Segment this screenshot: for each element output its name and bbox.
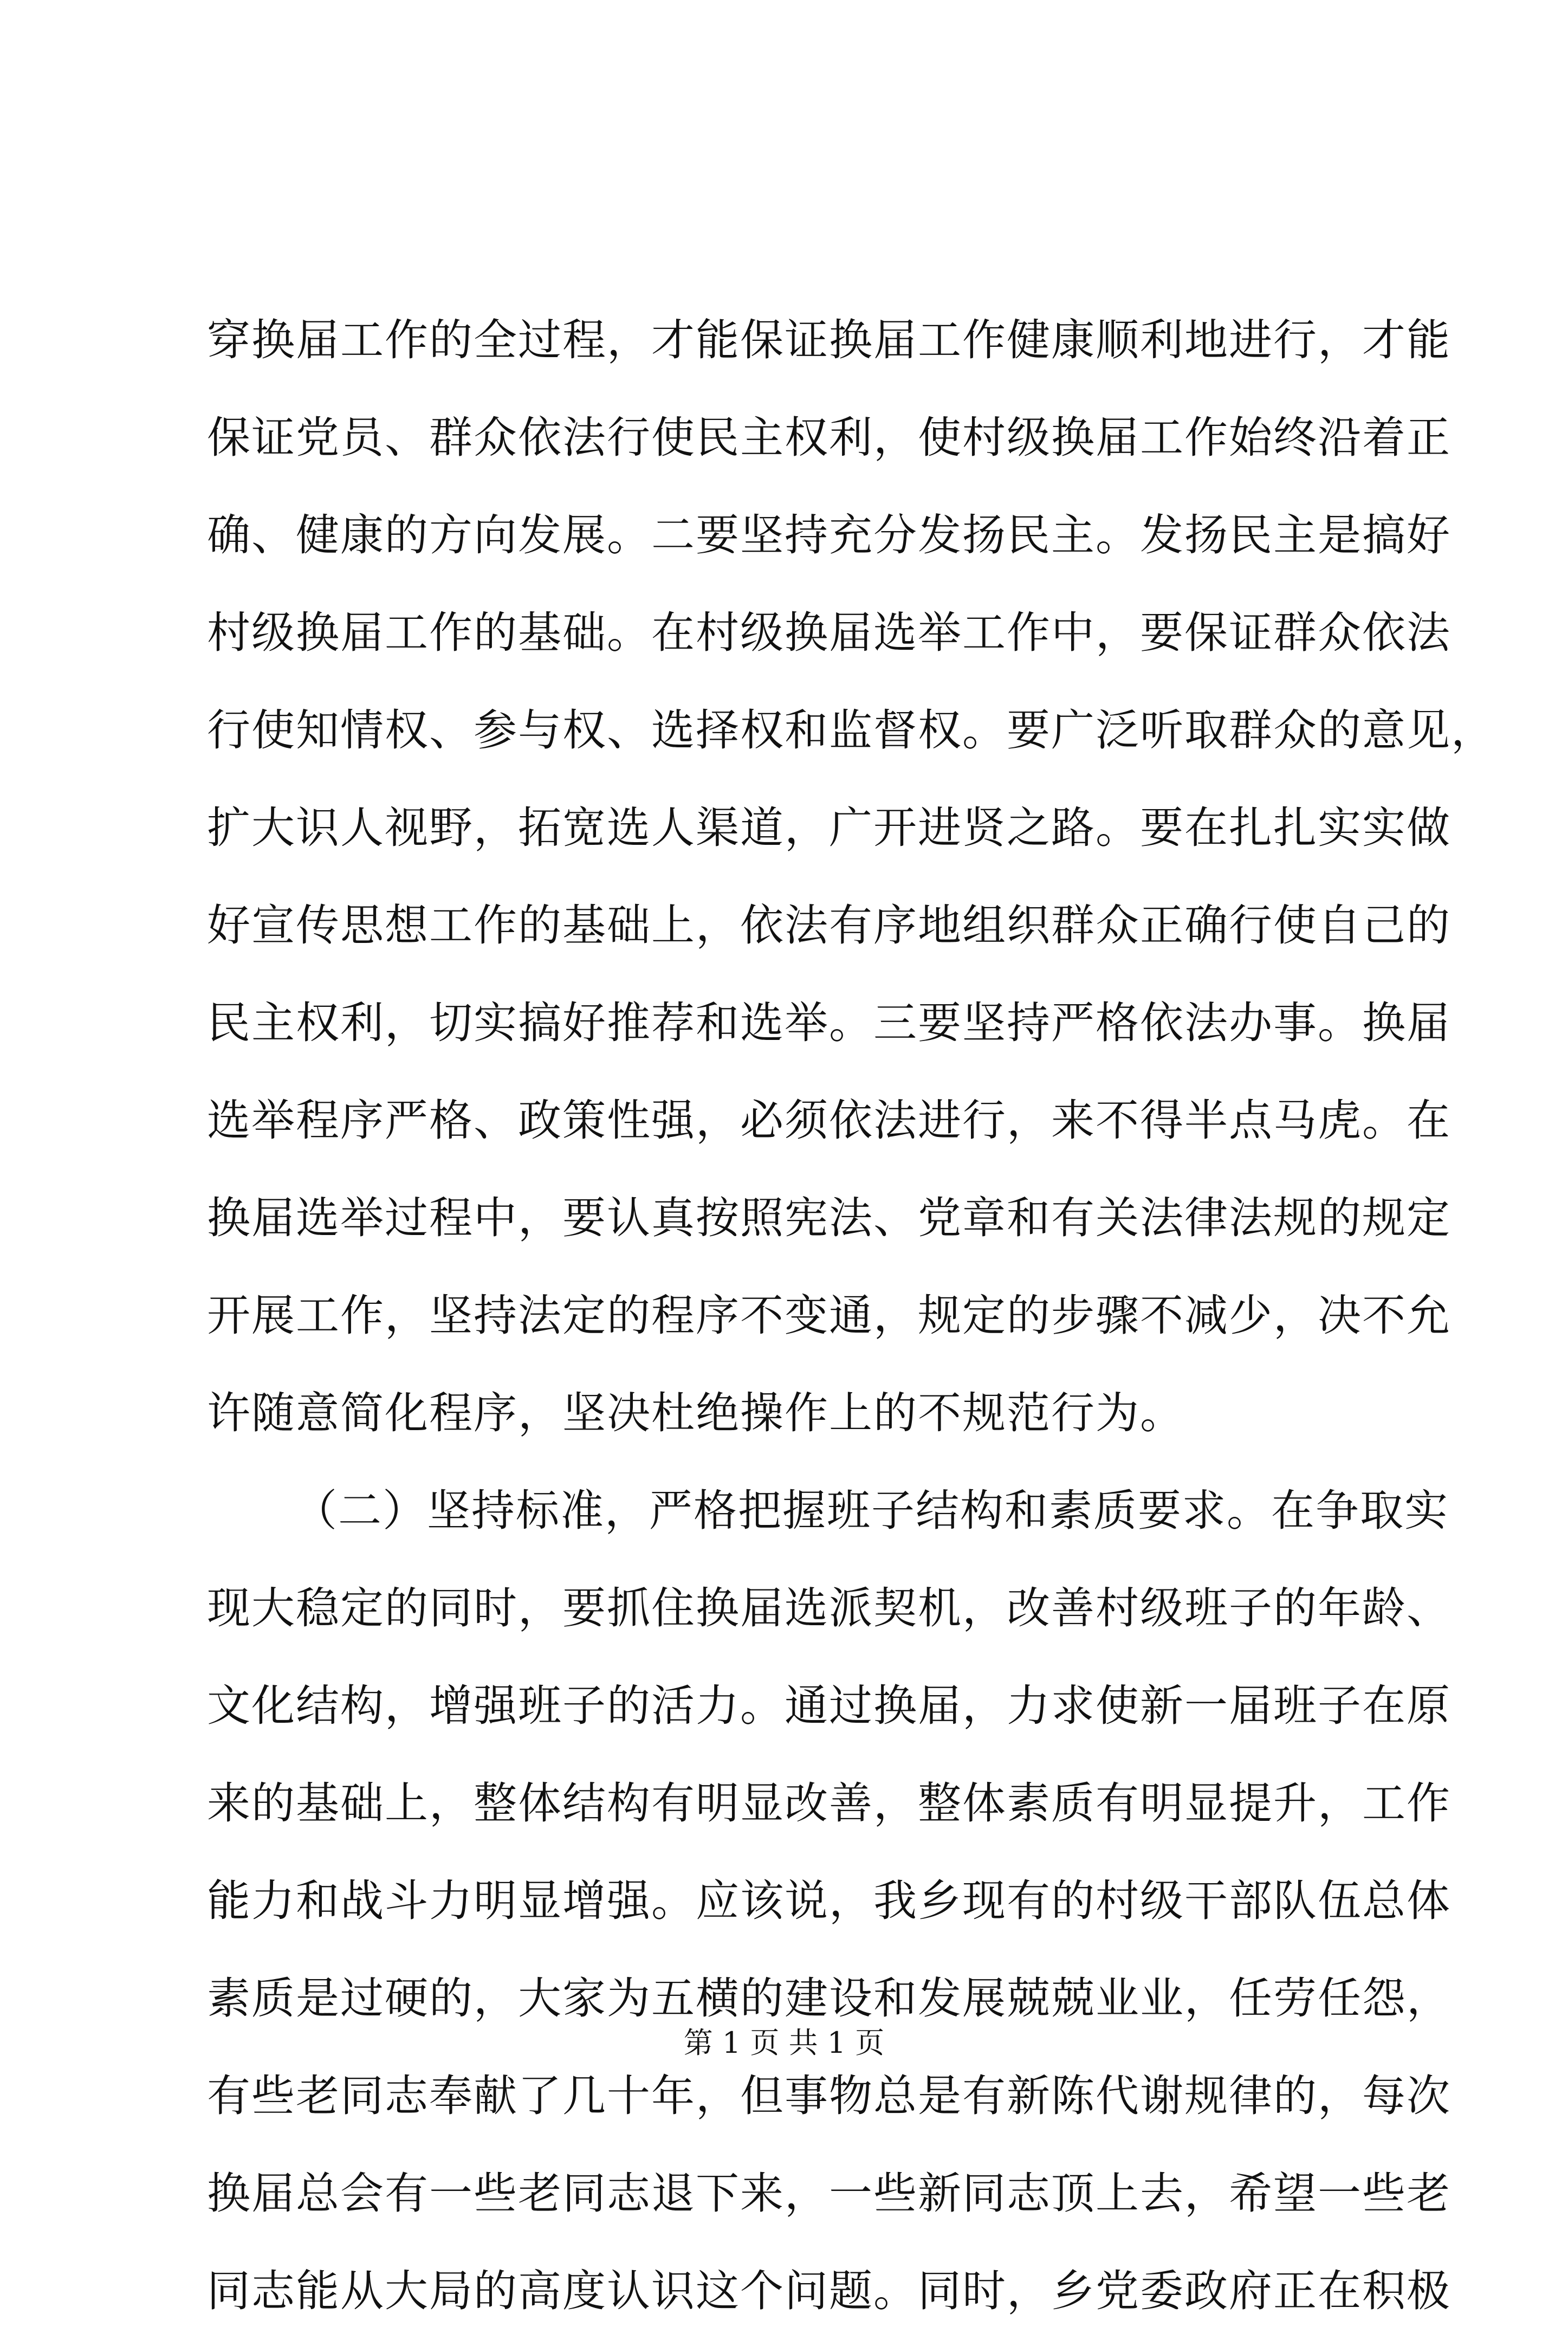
text-line: 同志能从大局的高度认识这个问题。同时，乡党委政府正在积极 — [207, 2266, 1451, 2316]
text-line: 许随意简化程序，坚决杜绝操作上的不规范行为。 — [207, 1388, 1184, 1438]
text-line: 现大稳定的同时，要抓住换届选派契机，改善村级班子的年龄、 — [207, 1583, 1451, 1633]
text-line: 素质是过硬的，大家为五横的建设和发展兢兢业业，任劳任怨， — [207, 1973, 1451, 2024]
text-line: 民主权利，切实搞好推荐和选举。三要坚持严格依法办事。换届 — [207, 998, 1451, 1048]
text-line: 好宣传思想工作的基础上，依法有序地组织群众正确行使自己的 — [207, 900, 1451, 951]
text-line: 保证党员、群众依法行使民主权利，使村级换届工作始终沿着正 — [207, 412, 1451, 463]
text-line: 换届选举过程中，要认真按照宪法、党章和有关法律法规的规定 — [207, 1193, 1451, 1243]
text-line: 确、健康的方向发展。二要坚持充分发扬民主。发扬民主是搞好 — [207, 510, 1451, 560]
text-line: 来的基础上，整体结构有明显改善，整体素质有明显提升，工作 — [207, 1778, 1451, 1828]
text-line: 能力和战斗力明显增强。应该说，我乡现有的村级干部队伍总体 — [207, 1876, 1451, 1926]
text-line: 穿换届工作的全过程，才能保证换届工作健康顺利地进行，才能 — [207, 315, 1451, 365]
text-line: 行使知情权、参与权、选择权和监督权。要广泛听取群众的意见， — [207, 705, 1495, 755]
text-line: 文化结构，增强班子的活力。通过换届，力求使新一届班子在原 — [207, 1680, 1451, 1731]
text-line: （二）坚持标准，严格把握班子结构和素质要求。在争取实 — [294, 1485, 1449, 1536]
text-line: 村级换届工作的基础。在村级换届选举工作中，要保证群众依法 — [207, 607, 1451, 658]
page-number-footer: 第 1 页 共 1 页 — [683, 2026, 885, 2060]
text-line: 扩大识人视野，拓宽选人渠道，广开进贤之路。要在扎扎实实做 — [207, 803, 1451, 853]
text-line: 开展工作，坚持法定的程序不变通，规定的步骤不减少，决不允 — [207, 1290, 1451, 1341]
text-line: 选举程序严格、政策性强，必须依法进行，来不得半点马虎。在 — [207, 1095, 1451, 1146]
text-line: 换届总会有一些老同志退下来，一些新同志顶上去，希望一些老 — [207, 2168, 1451, 2219]
text-line: 有些老同志奉献了几十年，但事物总是有新陈代谢规律的，每次 — [207, 2071, 1451, 2121]
